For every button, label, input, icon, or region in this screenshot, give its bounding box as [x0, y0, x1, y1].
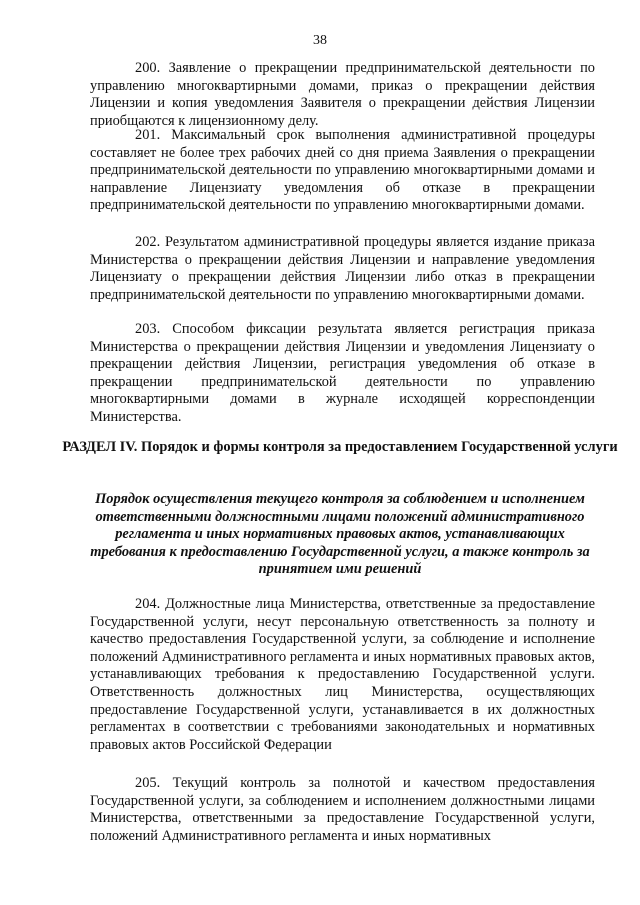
paragraph-204: 204. Должностные лица Министерства, ответственные за предоставление Государственной услуги, несут персональную ответственность за полноту и качество предоставления Государственной услуги, за соблюдение и исполнение положений Административного регламента и иных нормативных правовых актов, устанавливающих требования к предоставлению Государственной услуги. Ответственность должностных лиц Министерства, осуществляющих предоставление Государственной услуги, устанавливается в их должностных регламентах в соответствии с требованиями законодательных и нормативных правовых актов Российской Федерации: [90, 596, 595, 753]
paragraph-201: 201. Максимальный срок выполнения административной процедуры составляет не более трех рабочих дней со дня приема Заявления о прекращении предпринимательской деятельности по управлению многоквартирными домами и направление Лицензиату уведомления об отказе в прекращении предпринимательской деятельности по управлению многоквартирными домами.: [90, 127, 595, 214]
paragraph-203: 203. Способом фиксации результата является регистрация приказа Министерства о прекращении действия Лицензии и уведомления Лицензиату о прекращении действия Лицензии, регистрация уведомления об отказе в прекращении предпринимательской деятельности по управлению многоквартирными домами в журнале исходящей корреспонденции Министерства.: [90, 321, 595, 425]
paragraph-205: 205. Текущий контроль за полнотой и качеством предоставления Государственной услуги, за соблюдением и исполнением должностными лицами Министерства, ответственными за предоставление Государственной услуги, положений Административного регламента и иных нормативных: [90, 775, 595, 844]
paragraph-202: 202. Результатом административной процедуры является издание приказа Министерства о прекращении действия Лицензии и направление уведомления Лицензиату о прекращении действия Лицензии либо отказ в прекращении предпринимательской деятельности по управлению многоквартирными домами.: [90, 234, 595, 303]
subsection-heading: Порядок осуществления текущего контроля за соблюдением и исполнением ответственными должностными лицами положений административного регламента и иных нормативных правовых актов, устанавливающих требования к предоставлению Государственной услуги, а также контроль за принятием ими решений: [90, 491, 590, 578]
page-number: 38: [313, 33, 327, 48]
paragraph-200: 200. Заявление о прекращении предпринимательской деятельности по управлению многоквартирными домами, приказ о прекращении действия Лицензии и копия уведомления Заявителя о прекращении действия Лицензии приобщаются к лицензионному делу.: [90, 60, 595, 129]
section-heading: РАЗДЕЛ IV. Порядок и формы контроля за предоставлением Государственной услуги: [62, 439, 618, 455]
